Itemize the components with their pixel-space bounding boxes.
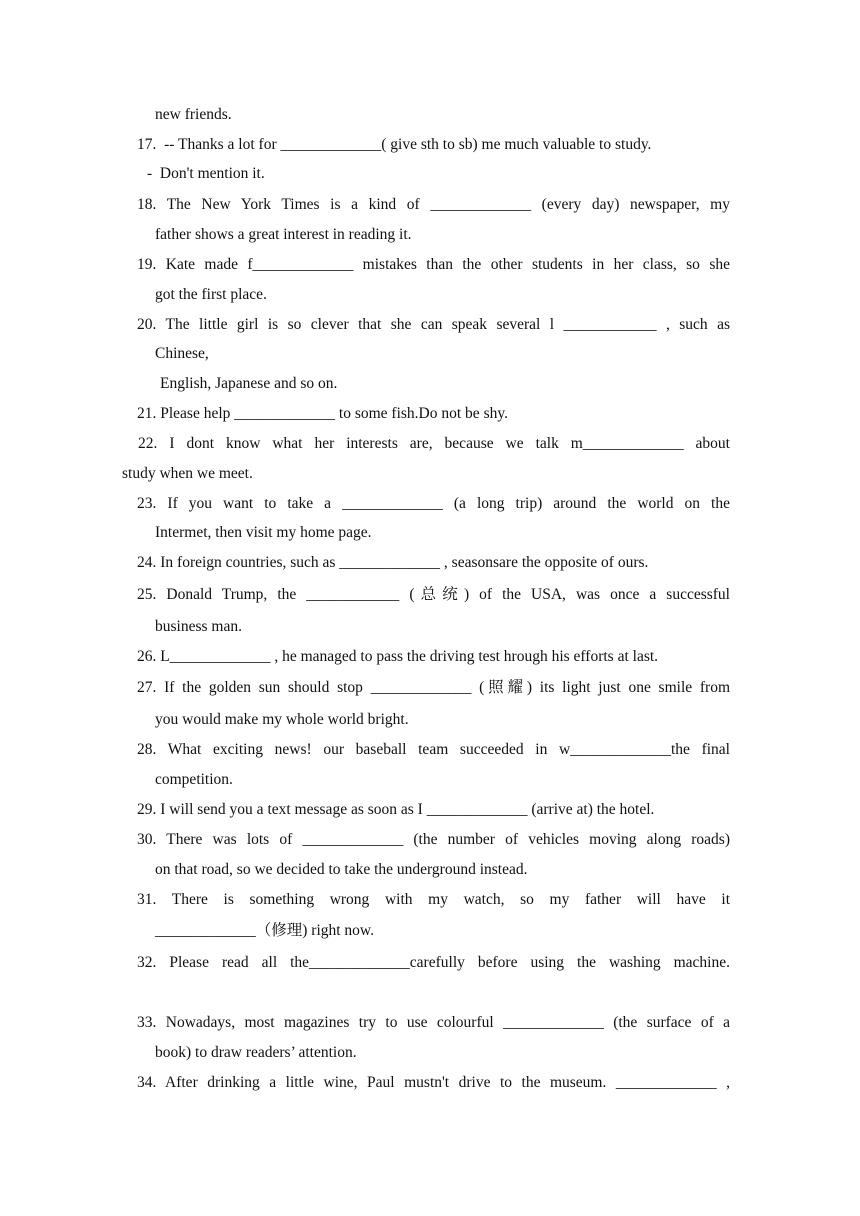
question-20: 20. The little girl is so clever that she can speak several l ____________ , such as [137, 316, 730, 333]
question-30: 30. There was lots of _____________ (the number of vehicles moving along roads) [137, 831, 730, 848]
question-34: 34. After drinking a little wine, Paul mustn't drive to the museum. _____________ , [137, 1074, 730, 1091]
question-19-cont: got the first place. [155, 286, 267, 303]
question-28: 28. What exciting news! our baseball team succeeded in w_____________the final [137, 741, 730, 758]
question-30-cont: on that road, so we decided to take the underground instead. [155, 861, 528, 878]
question-27: 27. If the golden sun should stop _____________ (照耀) its light just one smile from [137, 679, 730, 696]
question-31: 31. There is something wrong with my watch, so my father will have it [137, 891, 730, 908]
question-19: 19. Kate made f_____________ mistakes than the other students in her class, so she [137, 256, 730, 273]
question-29: 29. I will send you a text message as soon as I _____________ (arrive at) the hotel. [137, 801, 655, 818]
question-18: 18. The New York Times is a kind of _____________ (every day) newspaper, my [137, 196, 730, 213]
question-25: 25. Donald Trump, the ____________ (总统) of the USA, was once a successful [137, 586, 730, 603]
question-33: 33. Nowadays, most magazines try to use colourful _____________ (the surface of a [137, 1014, 730, 1031]
question-27-cont: you would make my whole world bright. [155, 711, 409, 728]
question-21: 21. Please help _____________ to some fish.Do not be shy. [137, 405, 508, 422]
question-22-cont: study when we meet. [122, 465, 253, 482]
question-26: 26. L_____________ , he managed to pass the driving test hrough his efforts at last. [137, 648, 659, 665]
question-31-cont: _____________（修理) right now. [155, 922, 374, 939]
question-17-reply: - Don't mention it. [147, 165, 265, 182]
question-23-cont: Intermet, then visit my home page. [155, 524, 372, 541]
question-24: 24. In foreign countries, such as _____________ , seasonsare the opposite of ours. [137, 554, 649, 571]
question-18-cont: father shows a great interest in reading it. [155, 226, 412, 243]
question-23: 23. If you want to take a _____________ (a long trip) around the world on the [137, 495, 730, 512]
question-28-cont: competition. [155, 771, 233, 788]
question-20-cont: Chinese, [155, 345, 209, 362]
question-32: 32. Please read all the_____________carefully before using the washing machine. [137, 954, 730, 971]
question-25-cont: business man. [155, 618, 242, 635]
question-20-cont2: English, Japanese and so on. [160, 375, 338, 392]
question-33-cont: book) to draw readers’ attention. [155, 1044, 357, 1061]
question-22: 22. I dont know what her interests are, because we talk m_____________ about [138, 435, 730, 452]
question-17: 17. -- Thanks a lot for _____________( give sth to sb) me much valuable to study. [137, 136, 652, 153]
line-16-cont: new friends. [155, 106, 232, 123]
